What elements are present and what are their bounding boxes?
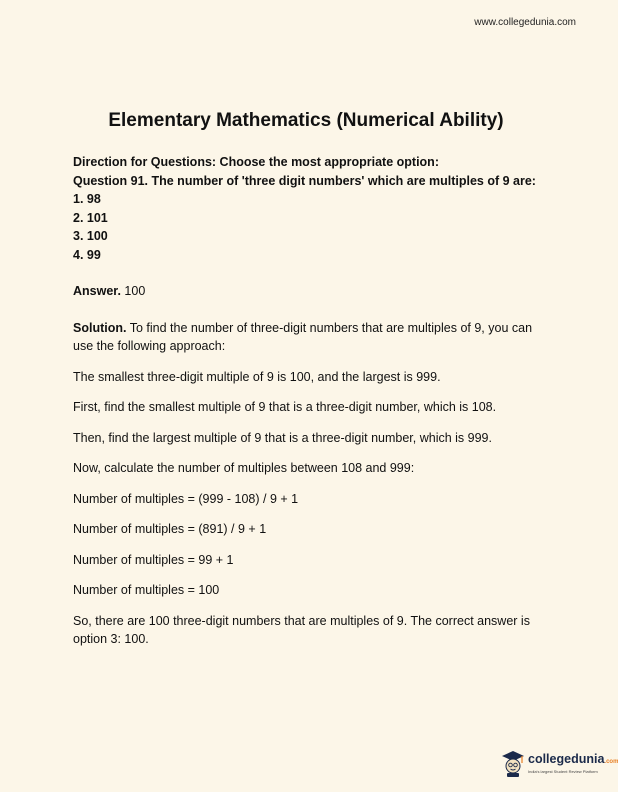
- site-url[interactable]: www.collegedunia.com: [474, 17, 576, 28]
- solution-intro: [73, 319, 543, 356]
- question-text: Question 91. The number of 'three digit numbers' which are multiples of 9 are:: [73, 173, 536, 188]
- option-3: 3. 100: [73, 229, 108, 243]
- option-4: 4. 99: [73, 247, 101, 262]
- solution-label: Solution.: [73, 320, 127, 335]
- solution-step: First, find the smallest multiple of 9 that is a three-digit number, which is 108.: [73, 400, 497, 414]
- direction-text: Direction for Questions: Choose the most appropriate option:: [73, 155, 439, 169]
- answer-line: [73, 282, 543, 301]
- option-1: 1. 98: [73, 192, 101, 206]
- solution-step: Now, calculate the number of multiples between 108 and 999:: [73, 461, 415, 475]
- solution-step: Number of multiples = 100: [73, 583, 220, 597]
- question-block: [73, 153, 543, 264]
- solution-step: Number of multiples = (891) / 9 + 1: [73, 522, 267, 536]
- answer-label: Answer.: [73, 284, 121, 298]
- logo-tagline: India's largest Student Review Platform: [528, 769, 598, 774]
- solution-step: Number of multiples = (999 - 108) / 9 + 1: [73, 491, 299, 506]
- collegedunia-logo[interactable]: [500, 748, 618, 778]
- solution-step: Then, find the largest multiple of 9 that is a three-digit number, which is 999.: [73, 430, 492, 445]
- solution-conclusion: So, there are 100 three-digit numbers that are multiples of 9. The correct answer is option 3: 100.: [73, 613, 530, 646]
- solution-step: Number of multiples = 99 + 1: [73, 552, 234, 567]
- logo-wordmark: [528, 752, 618, 769]
- graduate-mascot-icon: [500, 748, 526, 778]
- logo-name-text: collegedunia: [528, 752, 605, 766]
- question-content: [73, 153, 543, 661]
- option-2: 2. 101: [73, 210, 108, 225]
- solution-step: The smallest three-digit multiple of 9 is 100, and the largest is 999.: [73, 369, 441, 384]
- solution-intro-text: To find the number of three-digit numbers that are multiples of 9, you can use the following approach:: [73, 320, 533, 353]
- page-title: Elementary Mathematics (Numerical Ability): [108, 110, 504, 131]
- answer-value: 100: [124, 284, 146, 298]
- logo-tld: .com: [604, 759, 618, 765]
